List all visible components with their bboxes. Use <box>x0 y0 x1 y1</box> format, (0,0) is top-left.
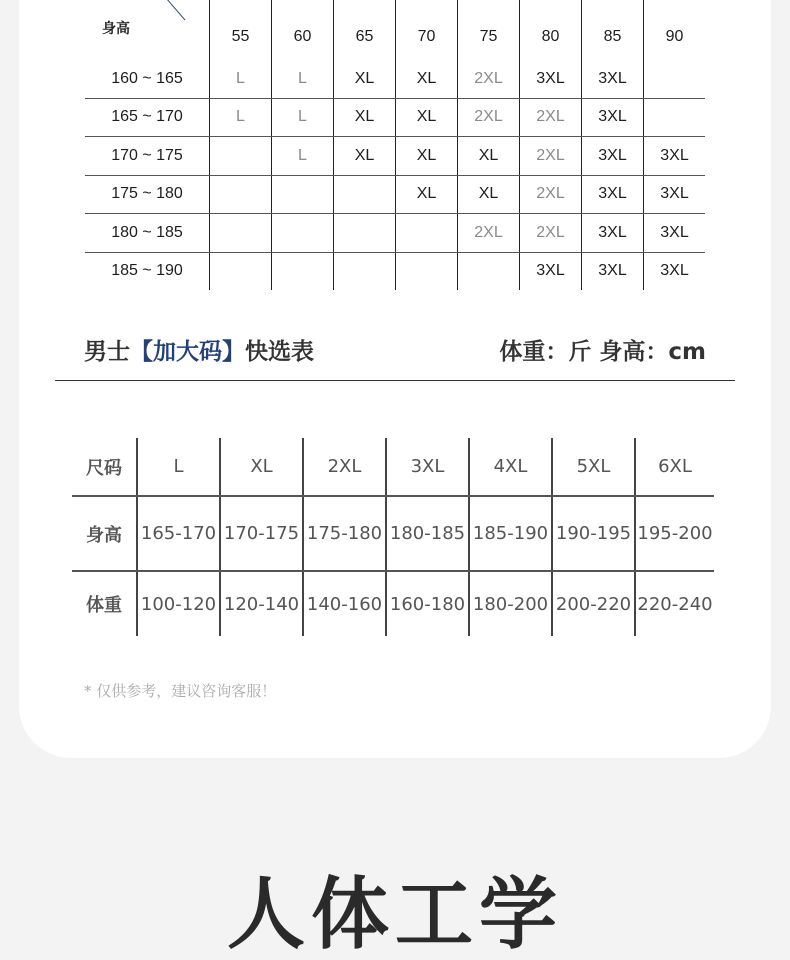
size-value-cell: XL <box>396 175 458 214</box>
size-value-cell: XL <box>334 60 396 98</box>
size-row <box>72 438 714 496</box>
size-value-cell: 3XL <box>582 60 644 98</box>
size-value-cell: L <box>210 98 272 137</box>
size-value-cell <box>210 252 272 290</box>
size-value-cell: 2XL <box>520 175 582 214</box>
size-value-cell: L <box>272 137 334 176</box>
size-chart-row <box>85 60 705 98</box>
size-cell: 3XL <box>386 438 469 496</box>
weight-header: 65 <box>334 0 396 60</box>
size-value-cell: XL <box>334 137 396 176</box>
height-cell: 165-170 <box>137 496 220 571</box>
height-cell: 195-200 <box>635 496 714 571</box>
weight-header: 70 <box>396 0 458 60</box>
weight-header: 60 <box>272 0 334 60</box>
weight-cell: 220-240 <box>635 571 714 636</box>
height-cell: 180-185 <box>386 496 469 571</box>
weight-cell: 100-120 <box>137 571 220 636</box>
weight-row <box>72 571 714 636</box>
size-chart-row <box>85 98 705 137</box>
height-range-cell: 185 ~ 190 <box>111 262 183 280</box>
size-value-cell: 3XL <box>582 98 644 137</box>
size-value-cell <box>396 252 458 290</box>
height-cell: 185-190 <box>469 496 552 571</box>
size-value-cell: XL <box>396 98 458 137</box>
size-value-cell: 2XL <box>520 137 582 176</box>
weight-cell: 200-220 <box>552 571 635 636</box>
height-row <box>72 496 714 571</box>
size-cell: L <box>137 438 220 496</box>
size-value-cell: 3XL <box>582 175 644 214</box>
size-cell: XL <box>220 438 303 496</box>
size-value-cell: 3XL <box>582 137 644 176</box>
corner-cell <box>85 0 210 60</box>
size-value-cell: 3XL <box>582 214 644 253</box>
size-cell: 6XL <box>635 438 714 496</box>
size-value-cell <box>334 175 396 214</box>
weight-header: 55 <box>210 0 272 60</box>
size-value-cell <box>272 175 334 214</box>
size-value-cell: 3XL <box>644 175 706 214</box>
size-value-cell: 2XL <box>520 214 582 253</box>
size-chart-row <box>85 214 705 253</box>
corner-label-height: 身高 <box>102 21 130 37</box>
weight-header: 80 <box>520 0 582 60</box>
size-value-cell: 2XL <box>520 98 582 137</box>
weight-header: 85 <box>582 0 644 60</box>
size-value-cell: L <box>272 60 334 98</box>
size-chart-row <box>85 175 705 214</box>
size-value-cell: 2XL <box>458 60 520 98</box>
size-value-cell: XL <box>396 137 458 176</box>
row-label-weight: 体重 <box>86 595 122 616</box>
size-value-cell: XL <box>334 98 396 137</box>
size-chart-row <box>85 252 705 290</box>
size-value-cell <box>334 214 396 253</box>
size-value-cell <box>272 214 334 253</box>
size-value-cell: L <box>272 98 334 137</box>
diagonal-divider <box>145 0 209 46</box>
size-value-cell: L <box>210 60 272 98</box>
weight-cell: 140-160 <box>303 571 386 636</box>
size-value-cell: XL <box>458 137 520 176</box>
height-range-cell: 165 ~ 170 <box>85 98 210 137</box>
height-range-cell: 160 ~ 165 <box>85 60 210 98</box>
row-label-height: 身高 <box>72 496 137 571</box>
plus-size-table <box>72 438 714 636</box>
section-divider <box>55 380 735 381</box>
weight-cell: 120-140 <box>220 571 303 636</box>
size-value-cell <box>458 252 520 290</box>
weight-header: 75 <box>458 0 520 60</box>
height-range-cell: 175 ~ 180 <box>85 175 210 214</box>
title-prefix: 男士 <box>84 339 130 365</box>
size-chart-header-row <box>85 0 705 60</box>
height-range-cell: 180 ~ 185 <box>85 214 210 253</box>
size-chart-row <box>85 137 705 176</box>
size-value-cell: 2XL <box>458 214 520 253</box>
size-cell: 4XL <box>469 438 552 496</box>
size-cell: 2XL <box>303 438 386 496</box>
size-value-cell: 3XL <box>644 214 706 253</box>
size-value-cell: XL <box>396 60 458 98</box>
size-value-cell: 3XL <box>520 60 582 98</box>
size-value-cell: 3XL <box>644 137 706 176</box>
plus-size-title <box>84 333 314 366</box>
size-chart-top <box>85 0 705 290</box>
size-value-cell <box>396 214 458 253</box>
size-value-cell: 2XL <box>458 98 520 137</box>
height-range-cell: 170 ~ 175 <box>85 137 210 176</box>
disclaimer-note: * 仅供参考，建议咨询客服！ <box>84 682 277 700</box>
units-label: 体重：斤 身高：cm <box>499 339 706 365</box>
size-value-cell <box>644 98 706 137</box>
size-value-cell: 3XL <box>582 252 644 290</box>
size-value-cell <box>644 60 706 98</box>
row-label-size: 尺码 <box>72 438 137 496</box>
title-suffix: 快选表 <box>245 339 314 365</box>
height-cell: 190-195 <box>552 496 635 571</box>
size-value-cell: 3XL <box>644 252 706 290</box>
title-highlight: 【加大码】 <box>130 339 245 365</box>
size-value-cell <box>210 175 272 214</box>
height-cell: 175-180 <box>303 496 386 571</box>
height-cell: 170-175 <box>220 496 303 571</box>
weight-cell: 160-180 <box>386 571 469 636</box>
size-cell: 5XL <box>552 438 635 496</box>
size-value-cell <box>210 214 272 253</box>
size-value-cell <box>210 137 272 176</box>
weight-header: 90 <box>644 0 706 60</box>
weight-cell: 180-200 <box>469 571 552 636</box>
size-value-cell <box>334 252 396 290</box>
size-value-cell: 3XL <box>520 252 582 290</box>
size-value-cell: XL <box>458 175 520 214</box>
size-value-cell <box>272 252 334 290</box>
next-section-heading: 人体工学 <box>226 870 563 960</box>
